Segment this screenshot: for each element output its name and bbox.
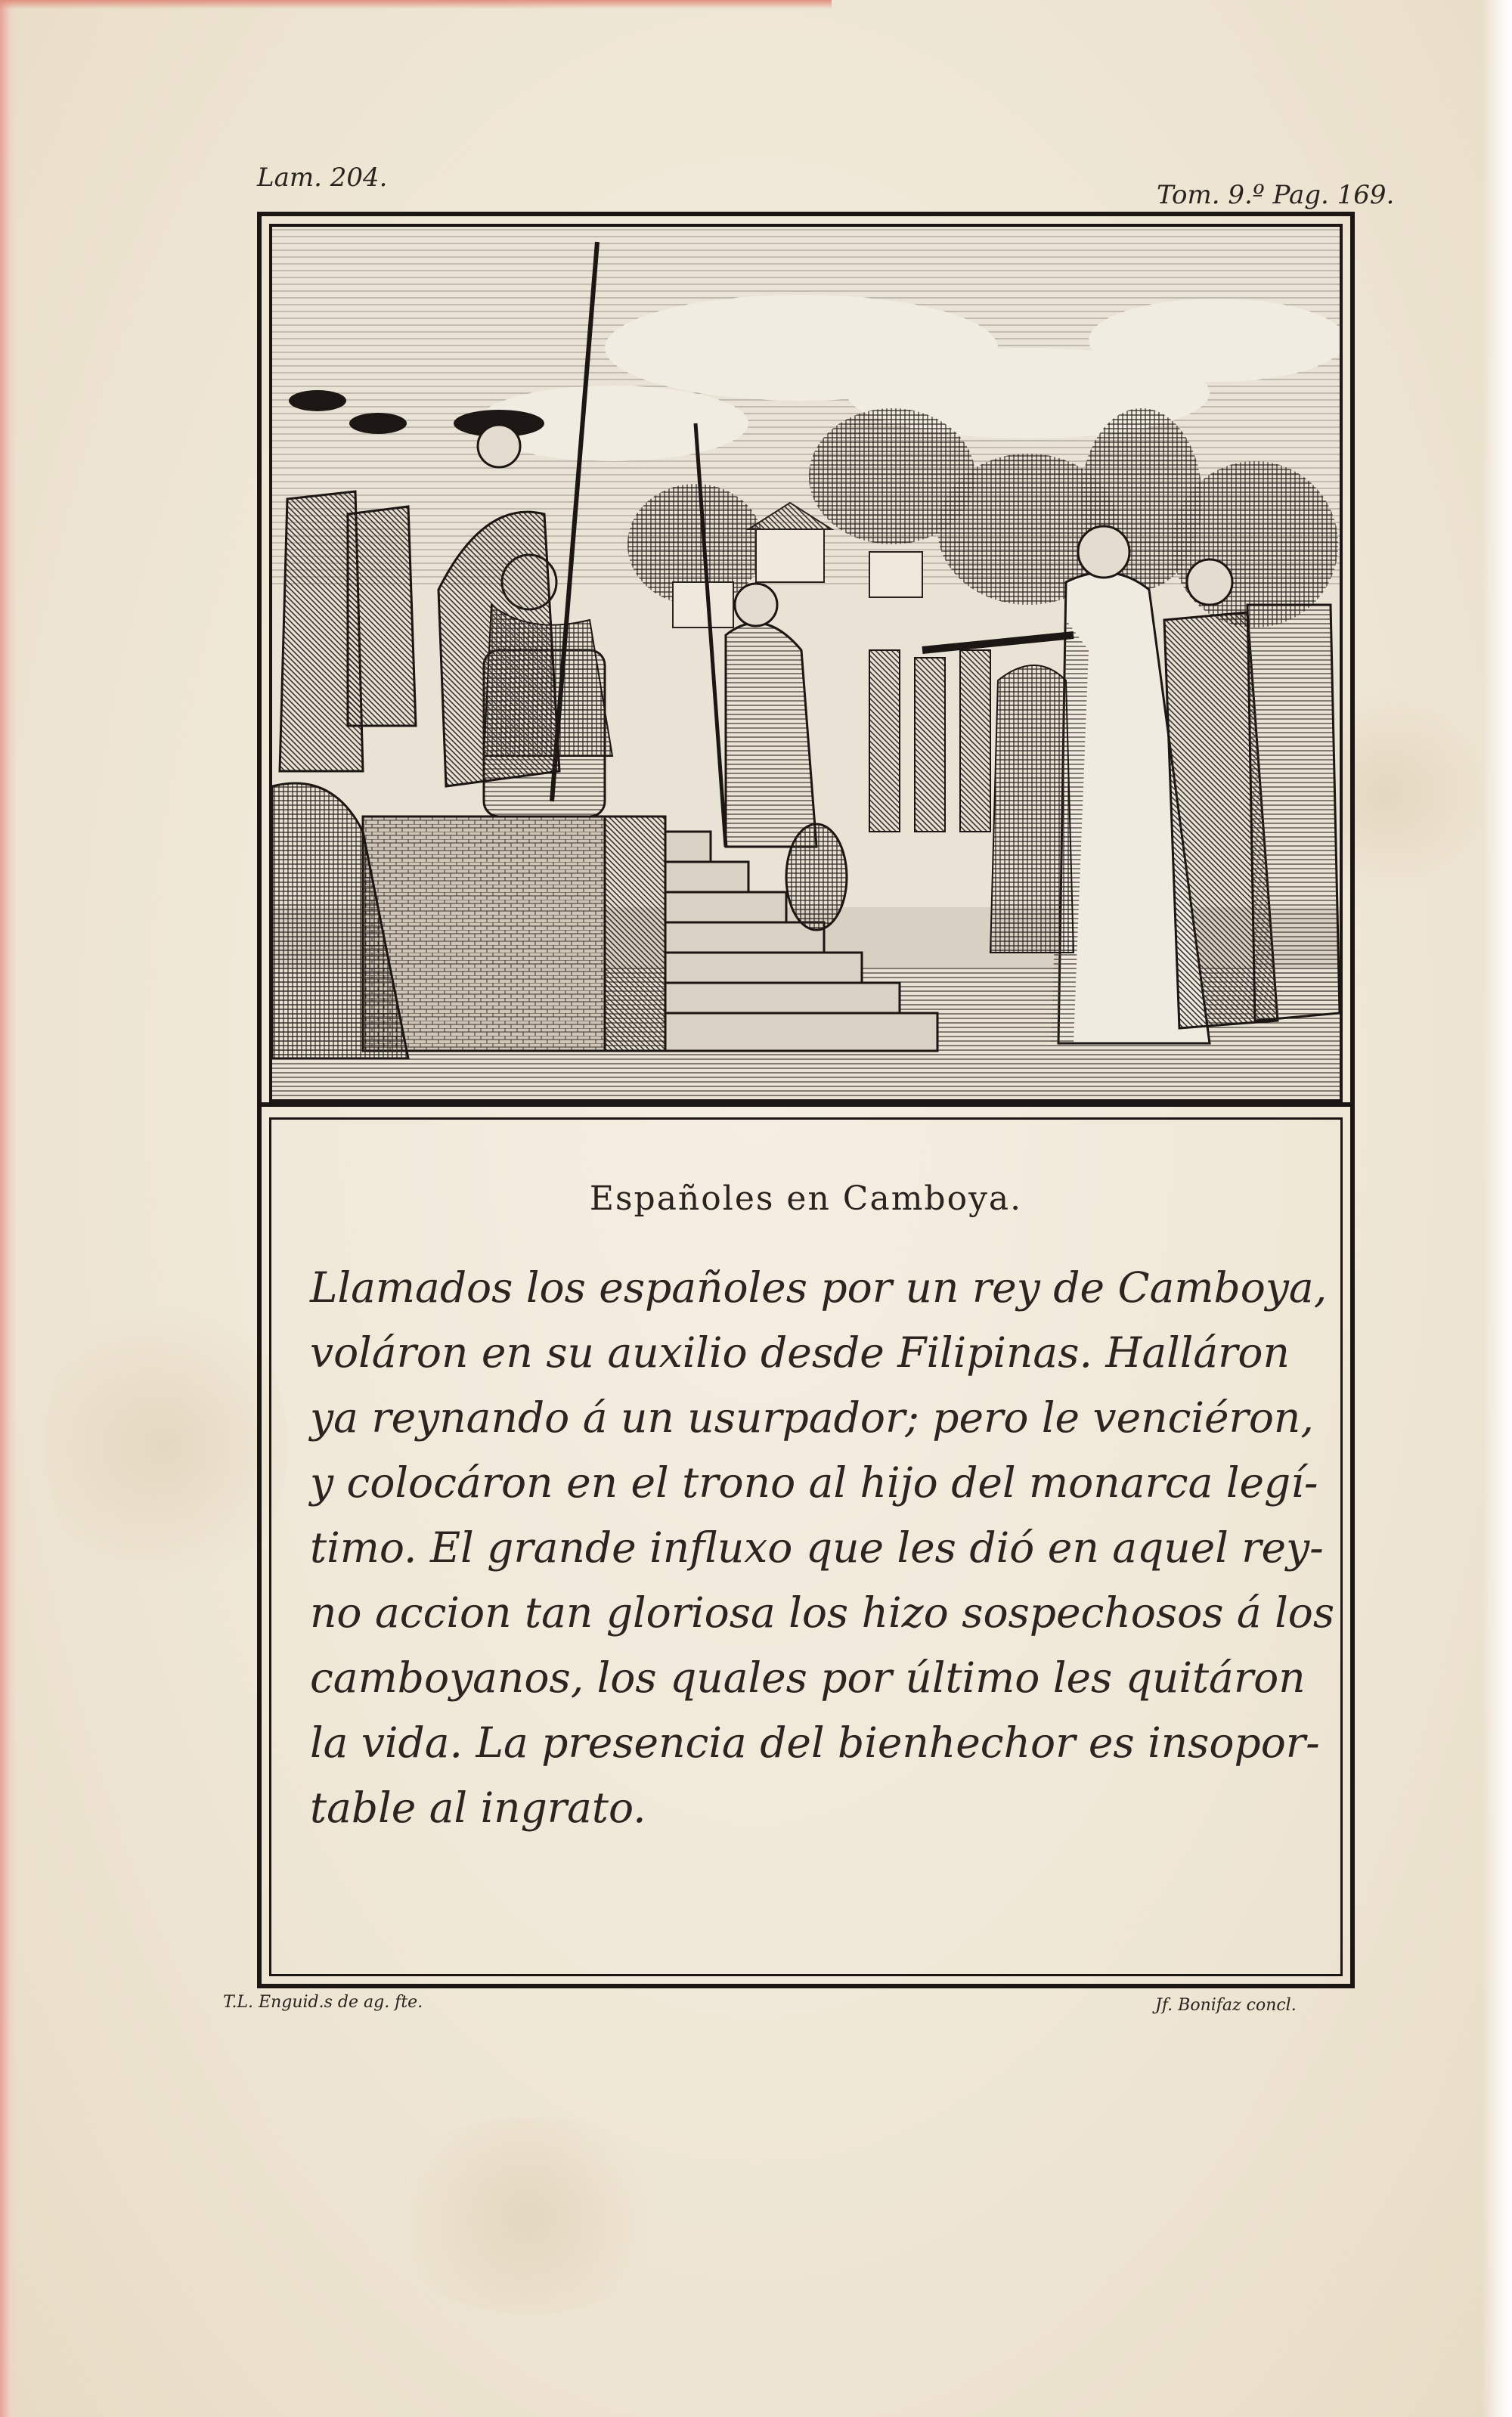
caption-line: no accion tan gloriosa los hizo sospechosos á los (310, 1588, 1335, 1637)
engraver-credit: T.L. Enguid.s de ag. fte. (223, 1993, 423, 2012)
caption-title: Españoles en Camboya. (589, 1179, 1023, 1218)
paper-edge-top (0, 0, 832, 9)
foxing-stain (45, 1285, 287, 1603)
paper-edge-right (1482, 0, 1512, 2417)
paper-edge-left (0, 0, 17, 2417)
frame-divider (257, 1102, 1355, 1107)
plate-number: Lam. 204. (257, 163, 388, 193)
caption-line: ya reynando á un usurpador; pero le venciéron, (310, 1393, 1314, 1442)
caption-line: Llamados los españoles por un rey de Camboya, (310, 1263, 1328, 1312)
caption-line: voláron en su auxilio desde Filipinas. Halláron (310, 1328, 1290, 1377)
engraving-artwork (272, 227, 1340, 1099)
foxing-stain (378, 2117, 680, 2313)
volume-reference: Tom. 9.º Pag. 169. (1157, 180, 1395, 210)
engraving-illustration (269, 224, 1343, 1102)
caption-line: table al ingrato. (310, 1783, 646, 1832)
caption-line: camboyanos, los quales por último les quitáron (310, 1653, 1306, 1702)
caption-line: la vida. La presencia del bienhechor es insopor- (310, 1718, 1320, 1767)
caption-line: timo. El grande influxo que les dió en aquel rey- (310, 1523, 1324, 1572)
caption-body (310, 1255, 1335, 1840)
finisher-credit: Jf. Bonifaz concl. (1155, 1996, 1297, 2015)
caption-line: y colocáron en el trono al hijo del monarca legí- (310, 1458, 1318, 1507)
